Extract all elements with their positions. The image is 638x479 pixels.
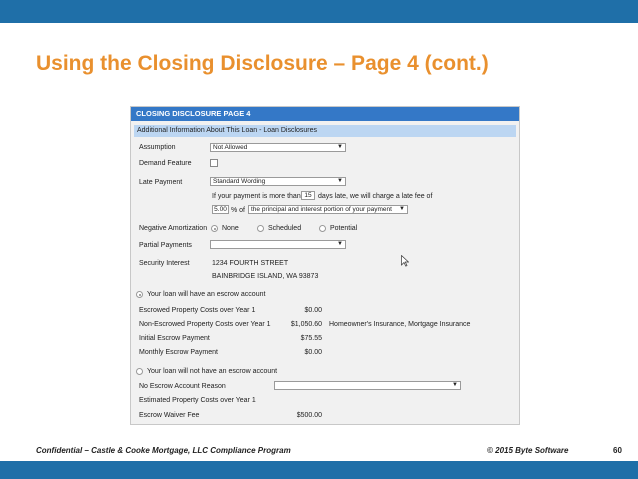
assumption-label: Assumption xyxy=(139,144,176,151)
partial-payments-dropdown[interactable] xyxy=(210,240,346,249)
neg-am-scheduled-label: Scheduled xyxy=(268,225,302,232)
slide-title: Using the Closing Disclosure – Page 4 (cont.) xyxy=(36,52,489,75)
assumption-value: Not Allowed xyxy=(213,144,248,151)
chevron-down-icon: ▼ xyxy=(337,178,343,184)
security-line2: BAINBRIDGE ISLAND, WA 93873 xyxy=(212,273,319,280)
late-payment-label: Late Payment xyxy=(139,179,183,186)
est-costs-label: Estimated Property Costs over Year 1 xyxy=(139,397,256,404)
late-text-2: days late, we will charge a late fee of xyxy=(318,193,433,200)
closing-disclosure-form xyxy=(130,106,520,425)
escrow-yes-radio[interactable] xyxy=(136,291,143,298)
late-days-input[interactable]: 15 xyxy=(301,191,315,200)
escrow-no-radio[interactable] xyxy=(136,368,143,375)
demand-feature-checkbox[interactable] xyxy=(210,159,218,167)
form-header: CLOSING DISCLOSURE PAGE 4 xyxy=(131,107,519,121)
neg-am-none-label: None xyxy=(222,225,239,232)
mouse-cursor-icon xyxy=(401,255,409,267)
neg-am-none-radio[interactable] xyxy=(211,225,218,232)
waiver-fee-label: Escrow Waiver Fee xyxy=(139,412,200,419)
initial-escrow-value: $75.55 xyxy=(300,335,322,342)
demand-feature-label: Demand Feature xyxy=(139,160,192,167)
late-text-1: If your payment is more than xyxy=(212,193,301,200)
non-escrowed-value: $1,050.60 xyxy=(290,321,322,328)
late-payment-value: Standard Wording xyxy=(213,178,266,185)
assumption-dropdown[interactable] xyxy=(210,143,346,152)
escrow-no-label: Your loan will not have an escrow account xyxy=(147,368,278,375)
waiver-fee-value: $500.00 xyxy=(296,412,322,419)
escrow-yes-label: Your loan will have an escrow account xyxy=(147,291,266,298)
chevron-down-icon: ▼ xyxy=(337,241,343,247)
security-interest-label: Security Interest xyxy=(139,260,190,267)
neg-am-potential-radio[interactable] xyxy=(319,225,326,232)
late-fee-input[interactable]: 5.00 xyxy=(212,205,229,214)
no-escrow-reason-label: No Escrow Account Reason xyxy=(139,383,226,390)
late-fee-basis-value: the principal and interest portion of your payment xyxy=(251,206,392,213)
page-number: 60 xyxy=(613,446,622,455)
no-escrow-reason-dropdown[interactable] xyxy=(274,381,461,390)
chevron-down-icon: ▼ xyxy=(337,144,343,150)
footer-confidential: Confidential – Castle & Cooke Mortgage, LLC Compliance Program xyxy=(36,446,291,455)
bottom-bar xyxy=(0,461,638,479)
security-line1: 1234 FOURTH STREET xyxy=(212,260,289,267)
footer-copyright: © 2015 Byte Software xyxy=(487,446,569,455)
non-escrowed-desc: Homeowner's Insurance, Mortgage Insurance xyxy=(329,321,471,328)
section-header: Additional Information About This Loan - Loan Disclosures xyxy=(134,125,516,137)
escrowed-costs-label: Escrowed Property Costs over Year 1 xyxy=(139,307,256,314)
late-fee-basis-dropdown[interactable] xyxy=(248,205,408,214)
neg-am-label: Negative Amortization xyxy=(139,225,208,232)
late-fee-pct-of: % of xyxy=(231,207,246,214)
chevron-down-icon: ▼ xyxy=(452,382,458,388)
partial-payments-label: Partial Payments xyxy=(139,242,192,249)
monthly-escrow-value: $0.00 xyxy=(304,349,322,356)
late-payment-dropdown[interactable] xyxy=(210,177,346,186)
chevron-down-icon: ▼ xyxy=(399,206,405,212)
escrowed-costs-value: $0.00 xyxy=(304,307,322,314)
non-escrowed-label: Non-Escrowed Property Costs over Year 1 xyxy=(139,321,271,328)
initial-escrow-label: Initial Escrow Payment xyxy=(139,335,210,342)
neg-am-potential-label: Potential xyxy=(330,225,358,232)
neg-am-scheduled-radio[interactable] xyxy=(257,225,264,232)
monthly-escrow-label: Monthly Escrow Payment xyxy=(139,349,218,356)
top-bar xyxy=(0,0,638,23)
